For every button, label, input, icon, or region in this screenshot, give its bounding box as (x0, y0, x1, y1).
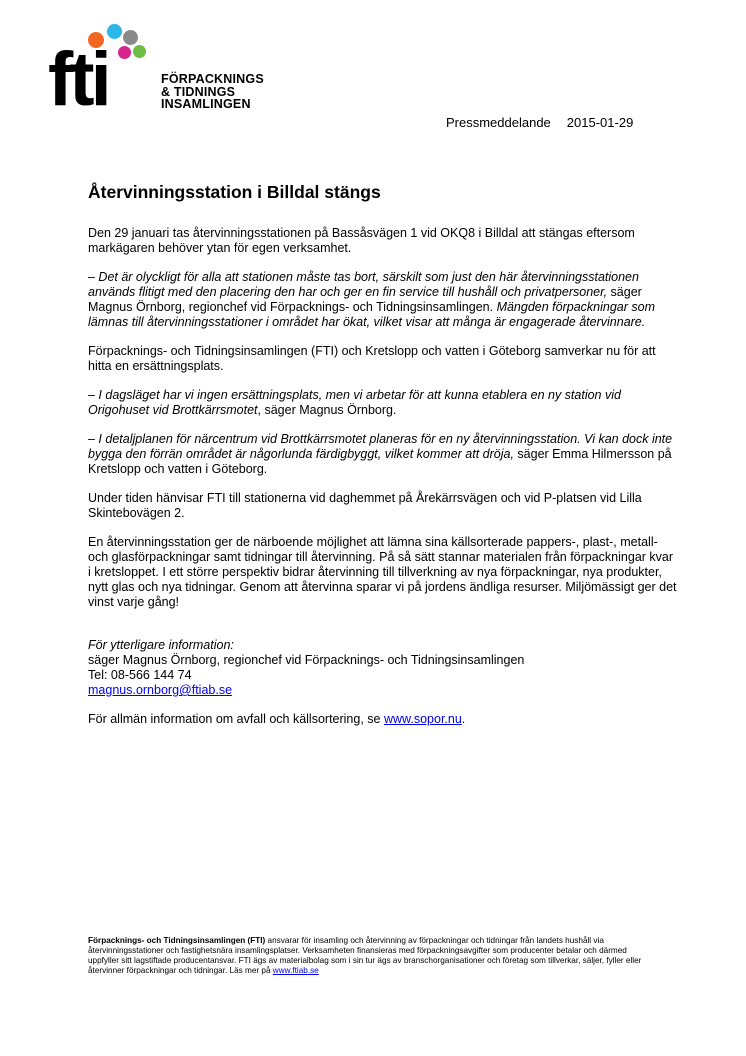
logo-text (161, 73, 264, 111)
paragraph-7: En återvinningsstation ger de närboende möjlighet att lämna sina källsorterade pappers-, plast-, metall- och glasförpackningar samt tidningar till återvinning. På så sätt stannar materialen från förpackningar kvar i kretsloppet. I ett större perspektiv bidrar återvinning till tillverkning av nya förpackningar, nya produkter, nytt glas och nya tidningar. Genom att återvinna sparar vi på jordens ändliga resurser. Miljömässigt ger det vinst varje gång! (88, 535, 677, 609)
general-info (88, 712, 678, 727)
quote: – Det är olyckligt för alla att stationen måste tas bort, särskilt som just den här återvinningsstationen används flitigt med den placering den har och ger en fin service till hushåll och privatpersoner, (88, 270, 639, 299)
contact-heading: För ytterligare information: (88, 638, 234, 652)
quote: Mängden förpackningar som lämnas till återvinningsstationer i området har ökat, vilket visar att många är engagerade återvinnare. (88, 300, 655, 329)
paragraph-4 (88, 388, 678, 418)
quote: – I detaljplanen för närcentrum vid Brottkärrsmotet planeras för en ny återvinningsstation. Vi kan dock inte bygga den förrän området är någorlunda färdigbyggt, vilket kommer att dröja, (88, 432, 673, 461)
contact-block (88, 638, 678, 698)
fti-logo (48, 22, 288, 122)
quote: – I dagsläget har vi ingen ersättningsplats, men vi arbetar för att kunna etablera en ny station vid Origohuset vid Brottkärrsmotet (88, 388, 621, 417)
paragraph-3: Förpacknings- och Tidningsinsamlingen (FTI) och Kretslopp och vatten i Göteborg samverkar nu för att hitta en ersättningsplats. (88, 344, 656, 373)
contact-email-link[interactable]: magnus.ornborg@ftiab.se (88, 683, 233, 697)
grey-dot (123, 30, 138, 45)
pink-dot (118, 46, 131, 59)
header-meta (446, 115, 633, 130)
logo-line-1: FÖRPACKNINGS (161, 72, 264, 86)
doc-date: 2015-01-29 (566, 115, 634, 130)
logo-line-2: & TIDNINGS (161, 84, 236, 99)
sopor-link[interactable]: www.sopor.nu (383, 712, 462, 726)
footer (88, 936, 658, 976)
logo-wordmark: fti (48, 37, 108, 122)
paragraph-2 (88, 270, 678, 330)
attribution: säger Magnus Örnborg, regionchef vid Förpacknings- och Tidningsinsamlingen. (88, 285, 642, 314)
attribution: , säger Magnus Örnborg. (257, 403, 397, 417)
contact-phone: Tel: 08-566 144 74 (88, 668, 192, 682)
page-title: Återvinningsstation i Billdal stängs (88, 182, 381, 202)
paragraph-1: Den 29 januari tas återvinningsstationen på Bassåsvägen 1 vid OKQ8 i Billdal att stängas eftersom markägaren behöver ytan för egen verksamhet. (88, 226, 635, 255)
paragraph-5 (88, 432, 678, 477)
general-info-text: För allmän information om avfall och källsortering, se (88, 712, 384, 726)
general-info-suffix: . (461, 712, 466, 726)
contact-name: säger Magnus Örnborg, regionchef vid Förpacknings- och Tidningsinsamlingen (88, 653, 525, 667)
doc-type: Pressmeddelande (446, 115, 551, 130)
logo-line-3: INSAMLINGEN (161, 97, 251, 111)
attribution: säger Emma Hilmersson på Kretslopp och vatten i Göteborg. (88, 447, 672, 476)
footer-org: Förpacknings- och Tidningsinsamlingen (FTI) (88, 936, 266, 945)
article-body (88, 226, 678, 741)
paragraph-6: Under tiden hänvisar FTI till stationerna vid daghemmet på Årekärrsvägen och vid P-platsen vid Lilla Skintebovägen 2. (88, 491, 642, 520)
blue-dot (107, 24, 122, 39)
green-dot (133, 45, 146, 58)
ftiab-link[interactable]: www.ftiab.se (272, 966, 319, 975)
footer-text: ansvarar för insamling och återvinning av förpackningar och tidningar från landets hushåll via återvinningsstationer och fastighetsnära insamlingsplatser. Verksamheten finansieras med förpackningsavgifter som producenter betalar och därmed uppfyller sitt lagstiftade producentansvar. FTI ägs av materialbolag som i sin tur ägs av branschorganisationer och företag som tillverkar, säljer, fyller eller återvinner förpackningar och tidningar. Läs mer på (88, 936, 642, 975)
